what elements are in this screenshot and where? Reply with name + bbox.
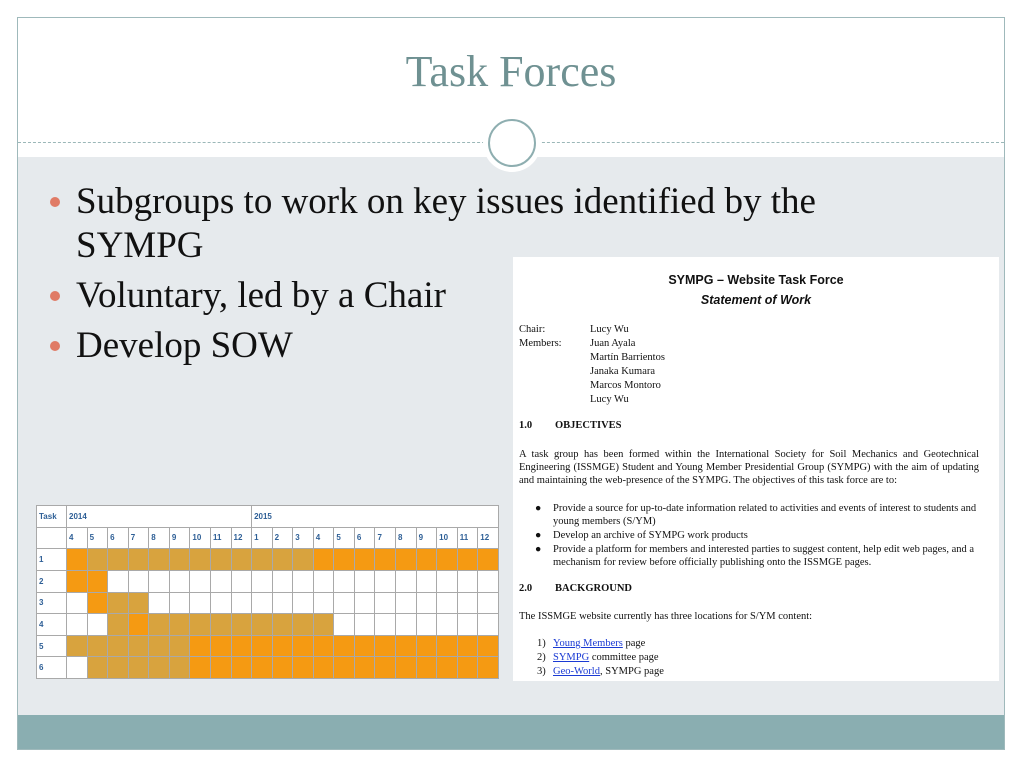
bullet-dot-icon <box>50 291 60 301</box>
gantt-month-header: 8 <box>149 527 170 549</box>
gantt-cell <box>210 570 231 592</box>
gantt-cell <box>354 657 375 679</box>
gantt-cell <box>293 592 314 614</box>
gantt-cell <box>416 657 437 679</box>
gantt-month-header: 7 <box>375 527 396 549</box>
slide <box>17 17 1005 750</box>
gantt-cell <box>87 549 108 571</box>
gantt-cell <box>354 592 375 614</box>
chair-label: Chair: <box>519 324 546 335</box>
member-name: Lucy Wu <box>590 394 629 405</box>
gantt-cell <box>354 570 375 592</box>
gantt-task-label: 3 <box>37 592 67 614</box>
bullet-item: Develop SOW <box>48 324 948 368</box>
gantt-cell <box>149 549 170 571</box>
gantt-cell <box>334 549 355 571</box>
gantt-cell <box>478 657 499 679</box>
objective-item: ● Develop an archive of SYMPG work products <box>535 530 748 541</box>
gantt-cell <box>313 592 334 614</box>
gantt-cell <box>272 614 293 636</box>
gantt-cell <box>396 549 417 571</box>
gantt-cell <box>231 614 252 636</box>
gantt-cell <box>87 592 108 614</box>
gantt-cell <box>334 592 355 614</box>
member-name: Juan Ayala <box>590 338 636 349</box>
gantt-cell <box>108 657 129 679</box>
gantt-cell <box>169 657 190 679</box>
gantt-cell <box>252 635 273 657</box>
gantt-cell <box>478 549 499 571</box>
background-paragraph: The ISSMGE website currently has three locations for S/YM content: <box>519 611 813 622</box>
gantt-cell <box>375 635 396 657</box>
gantt-cell <box>293 657 314 679</box>
gantt-month-header: 11 <box>210 527 231 549</box>
gantt-year-header: 2014 <box>67 506 252 528</box>
gantt-cell <box>169 549 190 571</box>
geo-world-link[interactable]: Geo-World <box>553 666 600 677</box>
gantt-row <box>37 657 499 679</box>
gantt-cell <box>169 592 190 614</box>
gantt-cell <box>231 657 252 679</box>
young-members-link[interactable]: Young Members <box>553 638 623 649</box>
bullet-item: Subgroups to work on key issues identified by the SYMPG <box>48 180 936 268</box>
gantt-cell <box>354 614 375 636</box>
gantt-cell <box>478 635 499 657</box>
sympg-link[interactable]: SYMPG <box>553 652 590 663</box>
gantt-task-header: Task <box>37 506 67 528</box>
gantt-month-header: 7 <box>128 527 149 549</box>
gantt-cell <box>334 635 355 657</box>
gantt-cell <box>210 635 231 657</box>
objective-item: ● Provide a platform for members and interested parties to suggest content, help edit web pages, and a mechanism for review before officially publishing onto the ISSMGE pages. <box>535 544 975 568</box>
gantt-cell <box>396 570 417 592</box>
gantt-task-label: 5 <box>37 635 67 657</box>
gantt-cell <box>149 657 170 679</box>
gantt-cell <box>149 635 170 657</box>
gantt-cell <box>190 592 211 614</box>
gantt-cell <box>169 635 190 657</box>
gantt-cell <box>457 614 478 636</box>
gantt-row <box>37 635 499 657</box>
gantt-cell <box>293 570 314 592</box>
objectives-paragraph: A task group has been formed within the International Society for Soil Mechanics and Geotechnical Engineering (ISSMGE) Student and Young Member Presidential Group (SYMPG) with the aim of updating and maintaining the web-presence of the SYMPG. The objectives of this task force are to: <box>519 449 979 486</box>
section-heading: 1.0 OBJECTIVES <box>519 420 622 431</box>
gantt-cell <box>478 570 499 592</box>
gantt-cell <box>210 614 231 636</box>
gantt-cell <box>272 592 293 614</box>
gantt-cell <box>334 614 355 636</box>
gantt-cell <box>416 635 437 657</box>
gantt-cell <box>354 549 375 571</box>
gantt-cell <box>87 657 108 679</box>
gantt-cell <box>128 657 149 679</box>
circle-ornament-icon <box>483 114 541 172</box>
gantt-cell <box>437 549 458 571</box>
gantt-cell <box>108 570 129 592</box>
gantt-cell <box>128 549 149 571</box>
gantt-month-header: 9 <box>169 527 190 549</box>
gantt-cell <box>396 614 417 636</box>
gantt-month-header: 3 <box>293 527 314 549</box>
gantt-cell <box>313 657 334 679</box>
gantt-cell <box>67 614 88 636</box>
gantt-cell <box>334 657 355 679</box>
gantt-cell <box>252 657 273 679</box>
objective-item: ● Provide a source for up-to-date information related to activities and events of interest to students and young members (S/YM) <box>535 503 977 527</box>
gantt-cell <box>293 635 314 657</box>
gantt-cell <box>457 570 478 592</box>
gantt-cell <box>128 635 149 657</box>
gantt-cell <box>272 570 293 592</box>
gantt-cell <box>437 635 458 657</box>
gantt-cell <box>293 614 314 636</box>
gantt-month-header: 11 <box>457 527 478 549</box>
gantt-cell <box>108 592 129 614</box>
gantt-cell <box>87 570 108 592</box>
gantt-cell <box>375 549 396 571</box>
gantt-row <box>37 614 499 636</box>
gantt-month-header: 8 <box>396 527 417 549</box>
gantt-cell <box>457 657 478 679</box>
gantt-cell <box>190 657 211 679</box>
members-label: Members: <box>519 338 562 349</box>
member-name: Martín Barrientos <box>590 352 665 363</box>
member-name: Janaka Kumara <box>590 366 656 377</box>
gantt-year-header: 2015 <box>252 506 499 528</box>
gantt-cell <box>252 570 273 592</box>
gantt-cell <box>149 592 170 614</box>
gantt-cell <box>437 657 458 679</box>
gantt-cell <box>190 570 211 592</box>
gantt-month-header: 6 <box>354 527 375 549</box>
gantt-cell <box>437 592 458 614</box>
gantt-month-header: 9 <box>416 527 437 549</box>
gantt-cell <box>272 549 293 571</box>
gantt-month-header: 5 <box>334 527 355 549</box>
gantt-cell <box>272 657 293 679</box>
gantt-cell <box>272 635 293 657</box>
bullet-dot-icon <box>50 341 60 351</box>
gantt-cell <box>231 635 252 657</box>
gantt-task-label: 6 <box>37 657 67 679</box>
gantt-cell <box>169 614 190 636</box>
doc-title: SYMPG – Website Task Force <box>668 273 844 287</box>
gantt-cell <box>128 614 149 636</box>
bullet-item: Voluntary, led by a Chair <box>48 274 948 318</box>
gantt-cell <box>169 570 190 592</box>
slide-title: Task Forces <box>405 47 617 96</box>
gantt-cell <box>457 592 478 614</box>
gantt-cell <box>375 570 396 592</box>
gantt-row <box>37 549 499 571</box>
gantt-cell <box>478 614 499 636</box>
gantt-cell <box>108 549 129 571</box>
gantt-cell <box>478 592 499 614</box>
gantt-task-label: 4 <box>37 614 67 636</box>
gantt-cell <box>149 570 170 592</box>
gantt-cell <box>67 570 88 592</box>
bullet-dot-icon <box>50 197 60 207</box>
doc-subtitle: Statement of Work <box>700 293 812 307</box>
gantt-cell <box>416 614 437 636</box>
gantt-cell <box>149 614 170 636</box>
gantt-cell <box>293 549 314 571</box>
section-heading: 2.0 BACKGROUND <box>519 583 633 594</box>
gantt-cell <box>313 635 334 657</box>
statement-of-work-document <box>513 257 999 681</box>
gantt-cell <box>396 635 417 657</box>
gantt-cell <box>313 614 334 636</box>
gantt-cell <box>437 614 458 636</box>
gantt-month-header: 4 <box>313 527 334 549</box>
gantt-row <box>37 592 499 614</box>
gantt-cell <box>67 549 88 571</box>
gantt-cell <box>437 570 458 592</box>
gantt-chart <box>36 505 499 679</box>
gantt-task-label: 1 <box>37 549 67 571</box>
location-item: 3) Geo-World, SYMPG page <box>537 666 664 677</box>
gantt-cell <box>231 549 252 571</box>
gantt-cell <box>252 549 273 571</box>
gantt-cell <box>396 592 417 614</box>
gantt-cell <box>457 549 478 571</box>
gantt-cell <box>87 635 108 657</box>
location-item: 2) SYMPG committee page <box>537 652 659 663</box>
gantt-cell <box>67 592 88 614</box>
gantt-month-header: 10 <box>190 527 211 549</box>
gantt-cell <box>190 549 211 571</box>
gantt-cell <box>252 592 273 614</box>
gantt-month-header: 12 <box>478 527 499 549</box>
gantt-cell <box>313 570 334 592</box>
gantt-cell <box>252 614 273 636</box>
gantt-cell <box>87 614 108 636</box>
gantt-month-header: 1 <box>252 527 273 549</box>
gantt-cell <box>210 592 231 614</box>
gantt-row <box>37 570 499 592</box>
gantt-cell <box>334 570 355 592</box>
gantt-cell <box>231 592 252 614</box>
gantt-cell <box>375 592 396 614</box>
gantt-cell <box>457 635 478 657</box>
gantt-cell <box>190 635 211 657</box>
gantt-cell <box>375 614 396 636</box>
chair-name: Lucy Wu <box>590 324 629 335</box>
gantt-cell <box>37 527 67 549</box>
gantt-cell <box>210 657 231 679</box>
member-name: Marcos Montoro <box>590 380 661 391</box>
location-item: 1) Young Members page <box>537 638 646 649</box>
gantt-cell <box>67 635 88 657</box>
gantt-task-label: 2 <box>37 570 67 592</box>
gantt-month-header: 12 <box>231 527 252 549</box>
gantt-cell <box>210 549 231 571</box>
gantt-cell <box>231 570 252 592</box>
gantt-month-header: 5 <box>87 527 108 549</box>
gantt-cell <box>416 592 437 614</box>
gantt-cell <box>128 570 149 592</box>
gantt-month-header: 2 <box>272 527 293 549</box>
gantt-cell <box>108 614 129 636</box>
gantt-cell <box>416 570 437 592</box>
gantt-cell <box>190 614 211 636</box>
gantt-month-header: 4 <box>67 527 88 549</box>
gantt-cell <box>354 635 375 657</box>
gantt-cell <box>128 592 149 614</box>
gantt-cell <box>67 657 88 679</box>
gantt-cell <box>313 549 334 571</box>
gantt-cell <box>396 657 417 679</box>
gantt-cell <box>375 657 396 679</box>
gantt-cell <box>416 549 437 571</box>
gantt-cell <box>108 635 129 657</box>
gantt-month-header: 6 <box>108 527 129 549</box>
footer-bar <box>18 715 1004 749</box>
gantt-month-header: 10 <box>437 527 458 549</box>
